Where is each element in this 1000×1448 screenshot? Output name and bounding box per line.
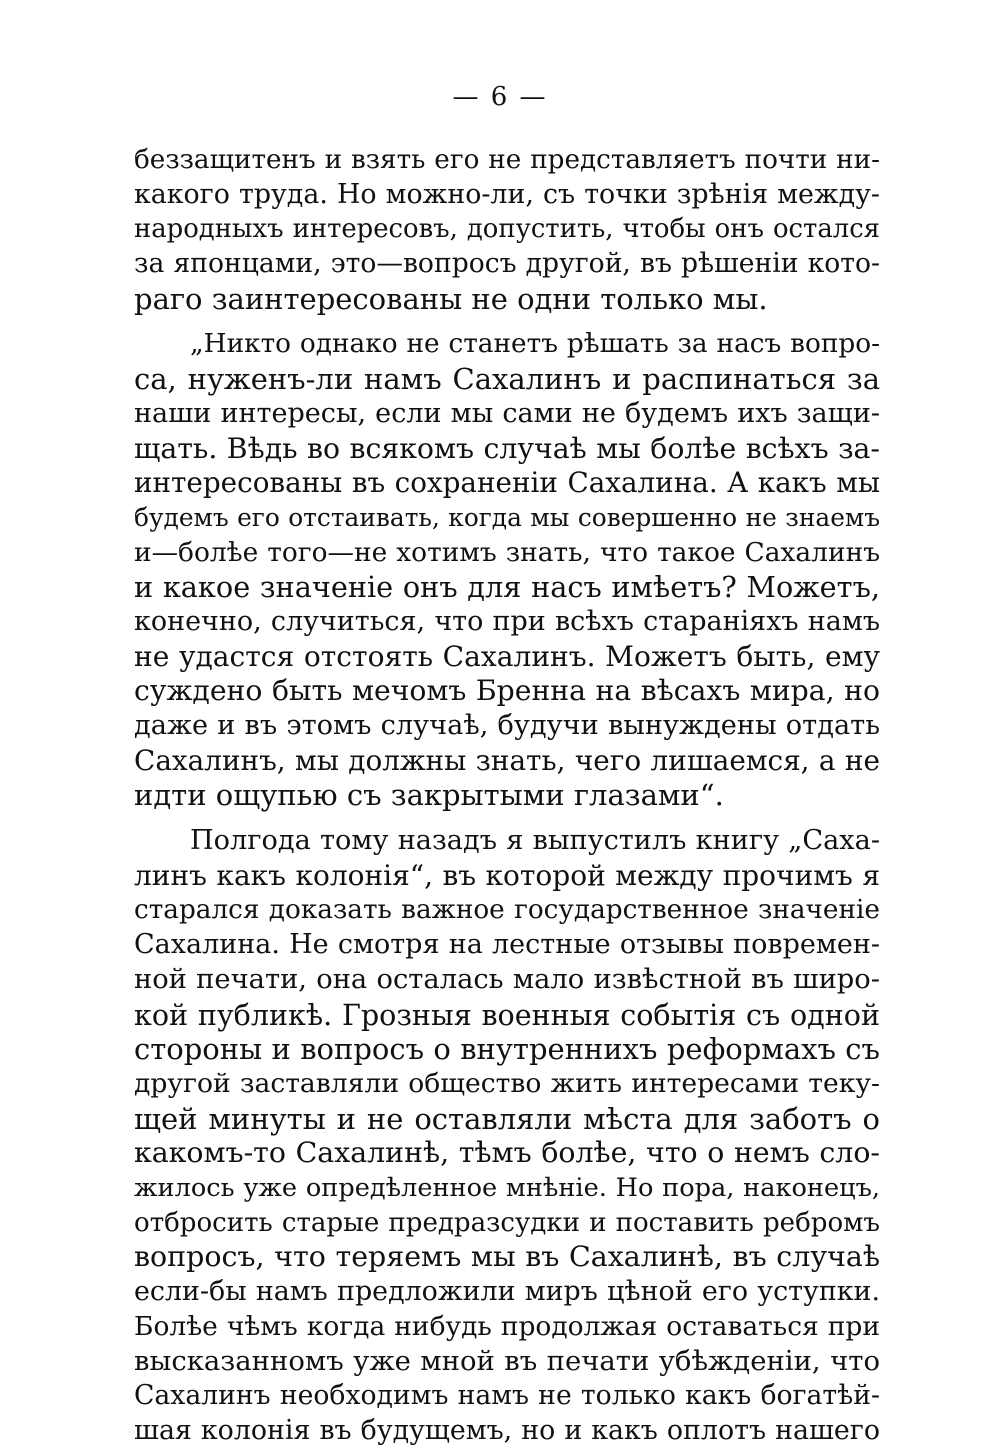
text-line: беззащитенъ и взять его не представляетъ почти ни- xyxy=(134,145,880,175)
text-line: вопросъ, что теряемъ мы въ Сахалинѣ, въ случаѣ xyxy=(134,1240,880,1274)
text-line: какого труда. Но можно-ли, съ точки зрѣнія между- xyxy=(134,178,880,210)
text-line: Сахалина. Не смотря на лестные отзывы повремен- xyxy=(134,929,880,961)
text-line: кой публикѣ. Грозныя военныя событія съ одной xyxy=(134,997,880,1032)
text-line: Сахалинъ необходимъ намъ не только какъ богатѣй- xyxy=(134,1380,880,1412)
paragraph-3 xyxy=(134,824,880,1448)
text-line: линъ какъ колонія“, въ которой между прочимъ я xyxy=(134,858,880,892)
text-line: интересованы въ сохраненіи Сахалина. А какъ мы xyxy=(134,466,880,500)
text-line: шая колонія въ будущемъ, но и какъ оплотъ нашего xyxy=(134,1414,880,1446)
text-line: даже и въ этомъ случаѣ, будучи вынуждены отдать xyxy=(134,710,880,741)
text-line: ной печати, она осталась мало извѣстной въ широ- xyxy=(134,963,880,995)
text-line: Сахалинъ, мы должны знать, чего лишаемся, а не xyxy=(134,743,880,777)
text-line: конечно, случиться, что при всѣхъ стараніяхъ намъ xyxy=(134,605,880,637)
page-number: — 6 — xyxy=(452,82,548,112)
text-line: и какое значеніе онъ для насъ имѣетъ? Можетъ, xyxy=(134,570,880,605)
text-line: Полгода тому назадъ я выпустилъ книгу „Саха- xyxy=(190,825,880,857)
text-line: отбросить старые предразсудки и поставить ребромъ xyxy=(134,1207,880,1238)
text-line: не удастся отстоять Сахалинъ. Можетъ быть, ему xyxy=(134,639,880,673)
text-line: жилось уже опредѣленное мнѣніе. Но пора, наконецъ, xyxy=(134,1172,880,1203)
text-line: стороны и вопросъ о внутреннихъ реформахъ съ xyxy=(134,1032,880,1067)
text-line: и—болѣе того—не хотимъ знать, что такое Сахалинъ xyxy=(134,536,880,568)
text-line: другой заставляли общество жить интересами теку- xyxy=(134,1067,880,1099)
text-line: суждено быть мечомъ Бренна на вѣсахъ мира, но xyxy=(134,674,880,708)
text-line: высказанномъ уже мной въ печати убѣжденіи, что xyxy=(134,1345,880,1378)
text-line: щей минуты и не оставляли мѣста для заботъ о xyxy=(134,1101,880,1136)
text-line: „Никто однако не станетъ рѣшать за насъ вопро- xyxy=(190,329,880,360)
paragraph-1 xyxy=(134,143,880,316)
text-line: раго заинтересованы не одни только мы. xyxy=(134,281,768,316)
text-line: са, нуженъ-ли намъ Сахалинъ и распинаться за xyxy=(134,362,880,397)
text-line: будемъ его отстаивать, когда мы совершенно не знаемъ xyxy=(134,502,880,532)
text-line: какомъ-то Сахалинѣ, тѣмъ болѣе, что о немъ сло- xyxy=(134,1136,880,1170)
body-text xyxy=(134,143,880,1448)
text-line: за японцами, это—вопросъ другой, въ рѣшеніи кото- xyxy=(134,248,880,280)
paragraph-2 xyxy=(134,327,880,813)
text-line: наши интересы, если мы сами не будемъ ихъ защи- xyxy=(134,397,880,429)
text-line: если-бы намъ предложили миръ цѣной его уступки. xyxy=(134,1276,880,1307)
text-line: идти ощупью съ закрытыми глазами“. xyxy=(134,778,724,813)
text-line: Болѣе чѣмъ когда нибудь продолжая оставаться при xyxy=(134,1310,880,1342)
text-line: старался доказать важное государственное значеніе xyxy=(134,895,880,926)
text-line: щать. Вѣдь во всякомъ случаѣ мы болѣе всѣхъ за- xyxy=(134,431,880,465)
text-line: народныхъ интересовъ, допустить, чтобы онъ остался xyxy=(134,214,880,245)
